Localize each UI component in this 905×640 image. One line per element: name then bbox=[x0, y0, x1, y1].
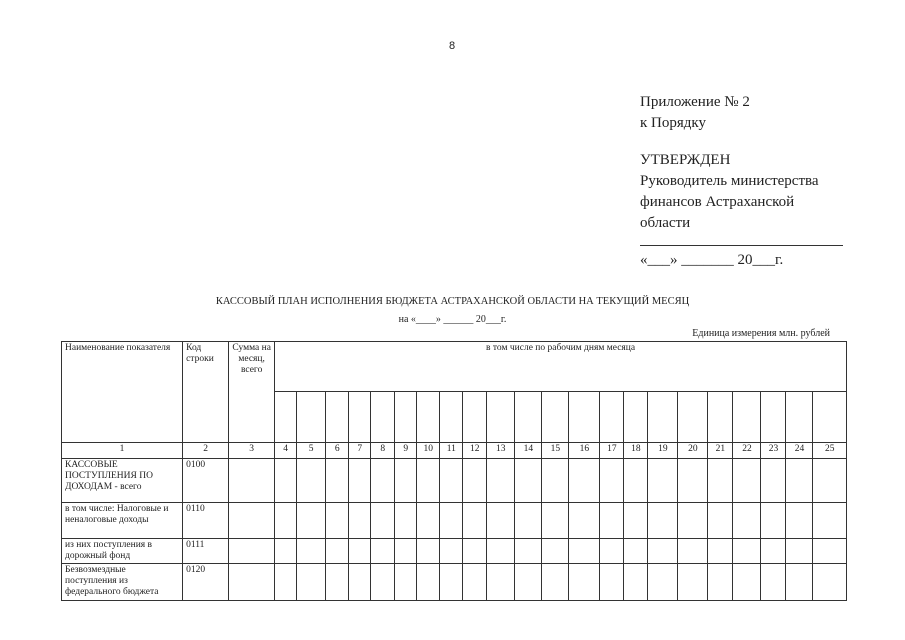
appendix-line-2: к Порядку bbox=[640, 115, 706, 131]
approval-date: «___» _______ 20___г. bbox=[640, 252, 784, 268]
day-header-cell bbox=[440, 392, 463, 443]
header-days: в том числе по рабочим дням месяца bbox=[275, 342, 847, 392]
row-name: КАССОВЫЕ ПОСТУПЛЕНИЯ ПО ДОХОДАМ - всего bbox=[62, 459, 183, 503]
row-code: 0110 bbox=[183, 503, 229, 539]
approval-line-3: области bbox=[640, 215, 691, 231]
day-header-cell bbox=[542, 392, 569, 443]
header-sum: Сумма на месяц, всего bbox=[229, 342, 275, 443]
day-header-cell bbox=[417, 392, 440, 443]
day-header-cell bbox=[600, 392, 624, 443]
row-name: из них поступления в дорожный фонд bbox=[62, 539, 183, 564]
day-header-cell bbox=[678, 392, 708, 443]
row-name: в том числе: Налоговые и неналоговые доходы bbox=[62, 503, 183, 539]
column-number: 5 bbox=[297, 443, 326, 459]
document-title: КАССОВЫЙ ПЛАН ИСПОЛНЕНИЯ БЮДЖЕТА АСТРАХАНСКОЙ ОБЛАСТИ НА ТЕКУЩИЙ МЕСЯЦ bbox=[215, 296, 690, 307]
column-number: 6 bbox=[326, 443, 349, 459]
row-name: Безвозмездные поступления из федерального бюджета bbox=[62, 564, 183, 601]
column-number: 23 bbox=[761, 443, 786, 459]
day-header-cell bbox=[569, 392, 600, 443]
column-number: 19 bbox=[648, 443, 678, 459]
day-header-cell bbox=[708, 392, 733, 443]
day-header-cell bbox=[395, 392, 417, 443]
column-number: 17 bbox=[600, 443, 624, 459]
day-header-cell bbox=[813, 392, 847, 443]
column-number: 8 bbox=[371, 443, 395, 459]
document-subtitle: на «____» ______ 20___г. bbox=[398, 314, 507, 325]
day-header-cell bbox=[786, 392, 813, 443]
header-name: Наименование показателя bbox=[62, 342, 183, 443]
column-number: 10 bbox=[417, 443, 440, 459]
approval-line-2: финансов Астраханской bbox=[640, 194, 795, 210]
column-number: 20 bbox=[678, 443, 708, 459]
table-row bbox=[62, 503, 847, 539]
column-number: 18 bbox=[624, 443, 648, 459]
day-header-cell bbox=[326, 392, 349, 443]
row-code: 0100 bbox=[183, 459, 229, 503]
day-header-cell bbox=[349, 392, 371, 443]
column-number: 11 bbox=[440, 443, 463, 459]
row-code: 0111 bbox=[183, 539, 229, 564]
column-number: 15 bbox=[542, 443, 569, 459]
day-header-cell bbox=[463, 392, 487, 443]
table-row bbox=[62, 539, 847, 564]
day-header-cell bbox=[733, 392, 761, 443]
header-code: Код строки bbox=[183, 342, 229, 443]
column-number-row bbox=[62, 443, 847, 459]
table-row bbox=[62, 459, 847, 503]
day-header-cell bbox=[487, 392, 515, 443]
column-number: 12 bbox=[463, 443, 487, 459]
approval-block bbox=[640, 150, 819, 234]
column-number: 9 bbox=[395, 443, 417, 459]
signature-line bbox=[640, 245, 843, 246]
column-number: 25 bbox=[813, 443, 847, 459]
column-number: 3 bbox=[229, 443, 275, 459]
appendix-line-1: Приложение № 2 bbox=[640, 94, 750, 110]
column-number: 22 bbox=[733, 443, 761, 459]
column-number: 4 bbox=[275, 443, 297, 459]
column-number: 16 bbox=[569, 443, 600, 459]
column-number: 2 bbox=[183, 443, 229, 459]
unit-note: Единица измерения млн. рублей bbox=[692, 328, 830, 339]
page-number: 8 bbox=[449, 40, 456, 52]
table-row bbox=[62, 564, 847, 601]
column-number: 14 bbox=[515, 443, 542, 459]
approval-line-1: Руководитель министерства bbox=[640, 173, 819, 189]
column-number: 13 bbox=[487, 443, 515, 459]
appendix-block bbox=[640, 92, 750, 134]
day-header-cell bbox=[624, 392, 648, 443]
day-header-cell bbox=[371, 392, 395, 443]
day-header-cell bbox=[275, 392, 297, 443]
row-code: 0120 bbox=[183, 564, 229, 601]
approval-title: УТВЕРЖДЕН bbox=[640, 152, 731, 168]
column-number: 21 bbox=[708, 443, 733, 459]
column-number: 1 bbox=[62, 443, 183, 459]
column-number: 7 bbox=[349, 443, 371, 459]
day-header-cell bbox=[648, 392, 678, 443]
column-number: 24 bbox=[786, 443, 813, 459]
header-row bbox=[62, 342, 847, 392]
cash-plan-table bbox=[61, 341, 847, 601]
day-header-cell bbox=[515, 392, 542, 443]
day-header-cell bbox=[761, 392, 786, 443]
day-header-cell bbox=[297, 392, 326, 443]
